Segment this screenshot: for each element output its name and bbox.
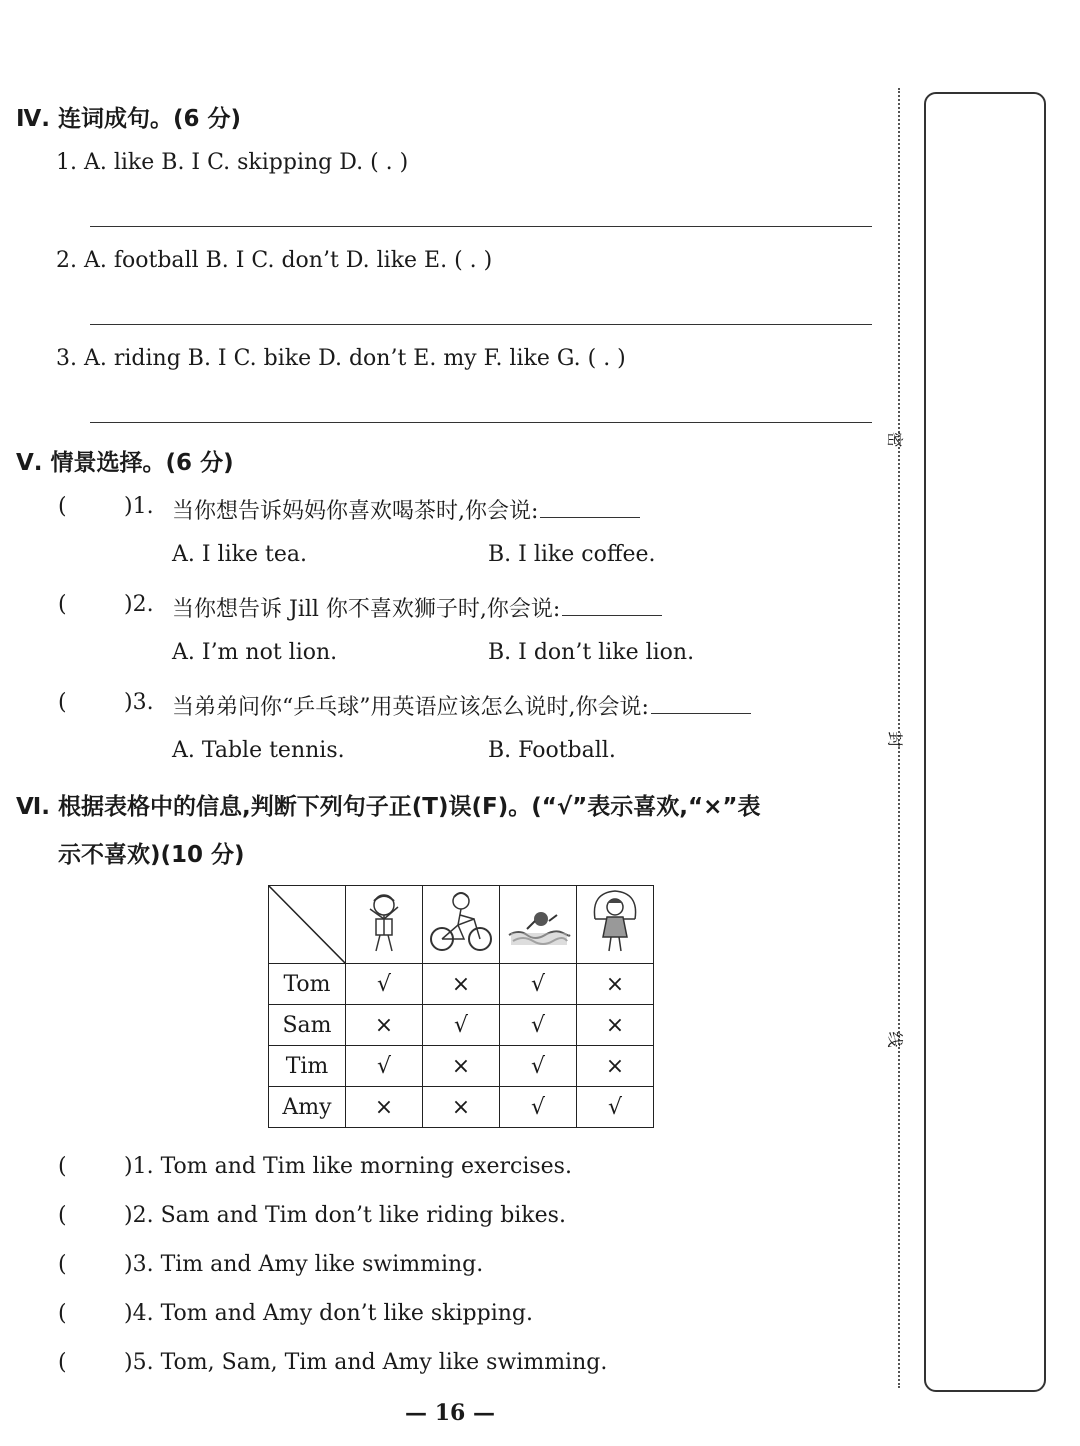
option-b-2: B. I don’t like lion. xyxy=(488,640,695,665)
mark-cell: √ xyxy=(346,964,423,1005)
row-name: Sam xyxy=(269,1005,346,1046)
sentence-item-2: 2. A. football B. I C. don’t D. like E. ( . ) xyxy=(56,248,493,273)
question-number: )3. xyxy=(124,690,154,715)
mark-cell: √ xyxy=(346,1046,423,1087)
situation-question-2: 当你想告诉 Jill 你不喜欢狮子时,你会说: xyxy=(172,592,662,623)
answer-paren-open[interactable]: ( xyxy=(58,1301,67,1326)
mark-cell: √ xyxy=(500,1005,577,1046)
seal-char-xian: 线 xyxy=(885,1031,905,1048)
mark-cell: √ xyxy=(500,1046,577,1087)
table-row xyxy=(269,1087,654,1128)
statement-4: )4. Tom and Amy don’t like skipping. xyxy=(124,1301,534,1326)
statement-2: )2. Sam and Tim don’t like riding bikes. xyxy=(124,1203,566,1228)
mark-cell: × xyxy=(346,1087,423,1128)
sentence-item-3: 3. A. riding B. I C. bike D. don’t E. my F. like G. ( . ) xyxy=(56,346,626,371)
riding-bike-icon xyxy=(423,886,500,964)
binding-margin-box xyxy=(924,92,1046,1392)
answer-line-1[interactable] xyxy=(90,226,872,227)
mark-cell: × xyxy=(577,1046,654,1087)
section6-title-line2: 示不喜欢)(10 分) xyxy=(58,842,245,868)
option-b-1: B. I like coffee. xyxy=(488,542,656,567)
row-name: Tom xyxy=(269,964,346,1005)
answer-paren-open[interactable]: ( xyxy=(58,1252,67,1277)
answer-paren-open[interactable]: ( xyxy=(58,1350,67,1375)
option-b-3: B. Football. xyxy=(488,738,616,763)
mark-cell: × xyxy=(577,964,654,1005)
mark-cell: × xyxy=(346,1005,423,1046)
row-name: Tim xyxy=(269,1046,346,1087)
mark-cell: √ xyxy=(423,1005,500,1046)
mark-cell: × xyxy=(423,1046,500,1087)
situation-question-1: 当你想告诉妈妈你喜欢喝茶时,你会说: xyxy=(172,494,640,525)
option-a-3: A. Table tennis. xyxy=(172,738,345,763)
diagonal-line xyxy=(269,886,345,963)
blank-1[interactable] xyxy=(540,499,640,518)
section6-title-line1: Ⅵ. 根据表格中的信息,判断下列句子正(T)误(F)。(“√”表示喜欢,“×”表 xyxy=(16,794,761,820)
table-row xyxy=(269,1005,654,1046)
statement-5: )5. Tom, Sam, Tim and Amy like swimming. xyxy=(124,1350,608,1375)
blank-3[interactable] xyxy=(651,695,751,714)
diagonal-header-cell xyxy=(269,886,346,964)
section5-title: Ⅴ. 情景选择。(6 分) xyxy=(16,450,234,476)
question-number: )1. xyxy=(124,494,154,519)
preference-table xyxy=(268,885,654,1128)
mark-cell: √ xyxy=(500,1087,577,1128)
section4-title: Ⅳ. 连词成句。(6 分) xyxy=(16,106,242,132)
mark-cell: × xyxy=(577,1005,654,1046)
seal-char-feng: 封 xyxy=(885,731,905,748)
answer-paren-open[interactable]: ( xyxy=(58,690,67,715)
option-a-1: A. I like tea. xyxy=(172,542,307,567)
mark-cell: × xyxy=(423,1087,500,1128)
table-row xyxy=(269,1046,654,1087)
mark-cell: √ xyxy=(577,1087,654,1128)
row-name: Amy xyxy=(269,1087,346,1128)
situation-question-3: 当弟弟问你“乒乓球”用英语应该怎么说时,你会说: xyxy=(172,690,751,721)
table-row xyxy=(269,964,654,1005)
option-a-2: A. I’m not lion. xyxy=(172,640,338,665)
answer-paren-open[interactable]: ( xyxy=(58,1203,67,1228)
statement-3: )3. Tim and Amy like swimming. xyxy=(124,1252,484,1277)
answer-line-2[interactable] xyxy=(90,324,872,325)
statement-1: )1. Tom and Tim like morning exercises. xyxy=(124,1154,572,1179)
sentence-item-1: 1. A. like B. I C. skipping D. ( . ) xyxy=(56,150,409,175)
page-number: — 16 — xyxy=(405,1400,495,1426)
morning-exercise-icon xyxy=(346,886,423,964)
seal-char-mi: 密 xyxy=(885,431,905,448)
blank-2[interactable] xyxy=(562,597,662,616)
answer-paren-open[interactable]: ( xyxy=(58,1154,67,1179)
question-number: )2. xyxy=(124,592,154,617)
answer-paren-open[interactable]: ( xyxy=(58,592,67,617)
answer-paren-open[interactable]: ( xyxy=(58,494,67,519)
mark-cell: × xyxy=(423,964,500,1005)
answer-line-3[interactable] xyxy=(90,422,872,423)
mark-cell: √ xyxy=(500,964,577,1005)
swimming-icon xyxy=(500,886,577,964)
skipping-icon xyxy=(577,886,654,964)
